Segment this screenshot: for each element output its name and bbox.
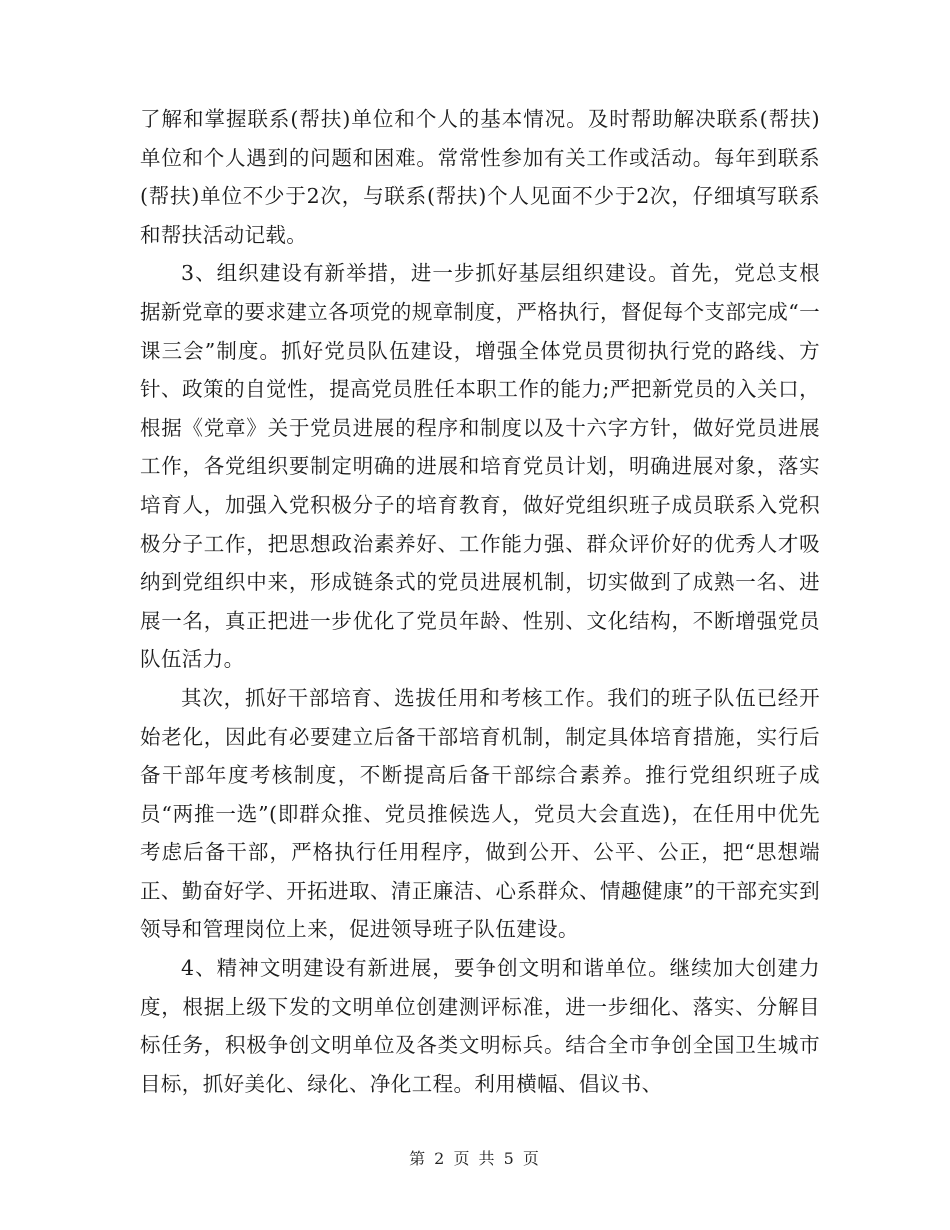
paragraph-1: 了解和掌握联系(帮扶)单位和个人的基本情况。及时帮助解决联系(帮扶)单位和个人遇到的问题和困难。常常性参加有关工作或活动。每年到联系(帮扶)单位不少于2次，与联系(帮扶)个人见面不少于2次，仔细填写联系和帮扶活动记载。 [140, 107, 820, 247]
paragraph-2: 3、组织建设有新举措，进一步抓好基层组织建设。首先，党总支根据新党章的要求建立各项党的规章制度，严格执行，督促每个支部完成“一课三会”制度。抓好党员队伍建设，增强全体党员贯彻执行党的路线、方针、政策的自觉性，提高党员胜任本职工作的能力;严把新党员的入关口，根据《党章》关于党员进展的程序和制度以及十六字方针，做好党员进展工作，各党组织要制定明确的进展和培育党员计划，明确进展对象，落实培育人，加强入党积极分子的培育教育，做好党组织班子成员联系入党积极分子工作，把思想政治素养好、工作能力强、群众评价好的优秀人才吸纳到党组织中来，形成链条式的党员进展机制，切实做到了成熟一名、进展一名，真正把进一步优化了党员年龄、性别、文化结构，不断增强党员队伍活力。 [140, 261, 820, 672]
document-body [140, 100, 820, 1103]
paragraph-4: 4、精神文明建设有新进展，要争创文明和谐单位。继续加大创建力度，根据上级下发的文明单位创建测评标准，进一步细化、落实、分解目标任务，积极争创文明单位及各类文明标兵。结合全市争创全国卫生城市目标，抓好美化、绿化、净化工程。利用横幅、倡议书、 [140, 956, 820, 1096]
page-number: 第 2 页 共 5 页 [409, 1149, 541, 1168]
paragraph-3: 其次，抓好干部培育、选拔任用和考核工作。我们的班子队伍已经开始老化，因此有必要建立后备干部培育机制，制定具体培育措施，实行后备干部年度考核制度，不断提高后备干部综合素养。推行党组织班子成员“两推一选”(即群众推、党员推候选人，党员大会直选)，在任用中优先考虑后备干部，严格执行任用程序，做到公开、公平、公正，把“思想端正、勤奋好学、开拓进取、清正廉洁、心系群众、情趣健康”的干部充实到领导和管理岗位上来，促进领导班子队伍建设。 [140, 685, 820, 942]
